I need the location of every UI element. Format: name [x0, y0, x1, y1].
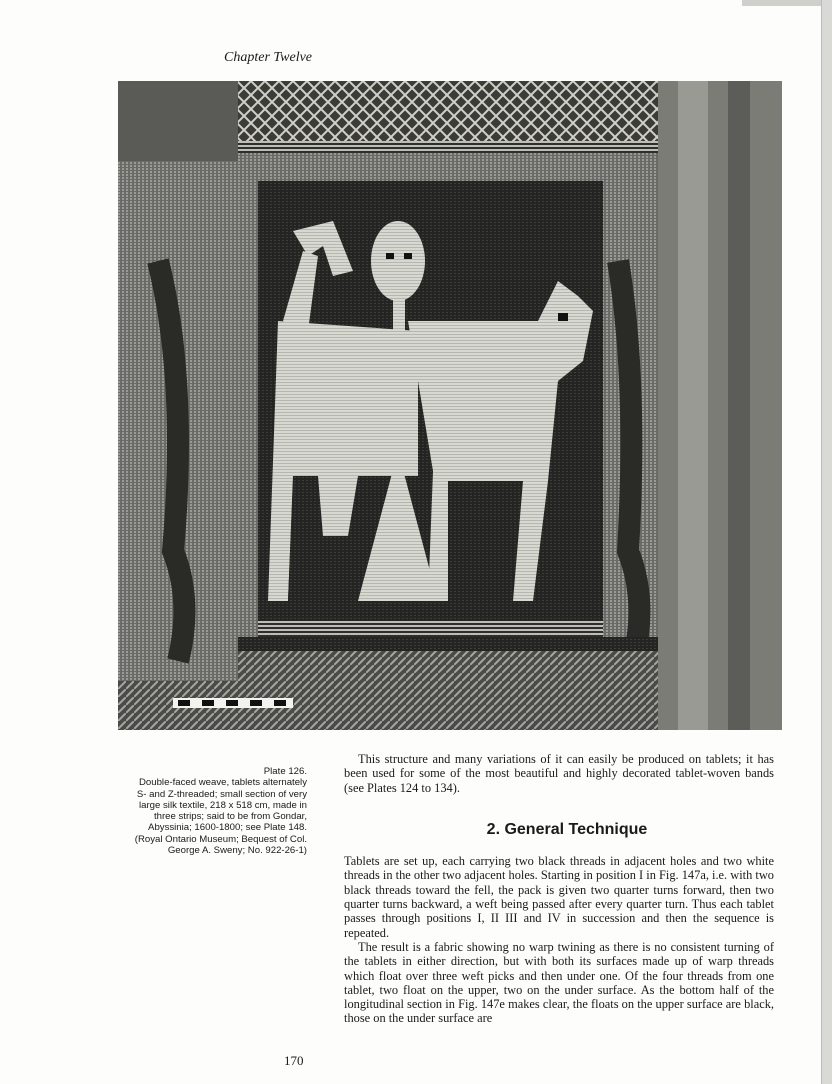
running-head: Chapter Twelve [224, 50, 313, 65]
caption-line: S- and Z-threaded; small section of very [136, 788, 307, 800]
plate-photograph [118, 81, 782, 730]
caption-line: Plate 126. [263, 766, 307, 777]
caption-line: large silk textile, 218 x 518 cm, made in [139, 799, 307, 811]
caption-line: (Royal Ontario Museum; Bequest of Col. [134, 833, 307, 845]
caption-line: Double-faced weave, tablets alternately [139, 777, 307, 789]
paragraph: Tablets are set up, each carrying two black threads in adjacent holes and two white threads in the other two adjacent holes. Starting in position I in Fig. 147a, i.e. with two black threads toward the fell, the pack is given two quarter turns forward, then two quarter turns backward, a weft being passed after every quarter turn. Thus each tablet passes through positions I, II III and IV in succession and then the sequence is repeated. [344, 854, 774, 940]
caption-line: George A. Sweny; No. 922-26-1) [167, 845, 307, 857]
section-heading: 2. General Technique [486, 820, 648, 838]
textile-photo-illustration [118, 81, 782, 730]
intro-paragraph: This structure and many variations of it can easily be produced on tablets; it has been used for some of the most beautiful and highly decorated tablet-woven bands (see Plates 124 to 134). [344, 752, 774, 795]
paragraph: The result is a fabric showing no warp twining as there is no consistent turning of the tablets in either direction, but with both its surfaces made up of warp threads which float over three weft picks and then under one. Of the four threads from one tablet, two float on the upper, two on the under surface. As the bottom half of the longitudinal section in Fig. 147e makes clear, the floats on the upper surface are black, those on the under surface are [344, 939, 774, 1026]
page-edge-right [821, 0, 832, 1084]
caption-line: Abyssinia; 1600-1800; see Plate 148. [148, 822, 307, 834]
page-number: 170 [284, 1053, 304, 1068]
caption-line: three strips; said to be from Gondar, [153, 811, 307, 823]
body-text [344, 752, 774, 1026]
figure-caption [108, 766, 307, 856]
page-edge-top [742, 0, 832, 6]
